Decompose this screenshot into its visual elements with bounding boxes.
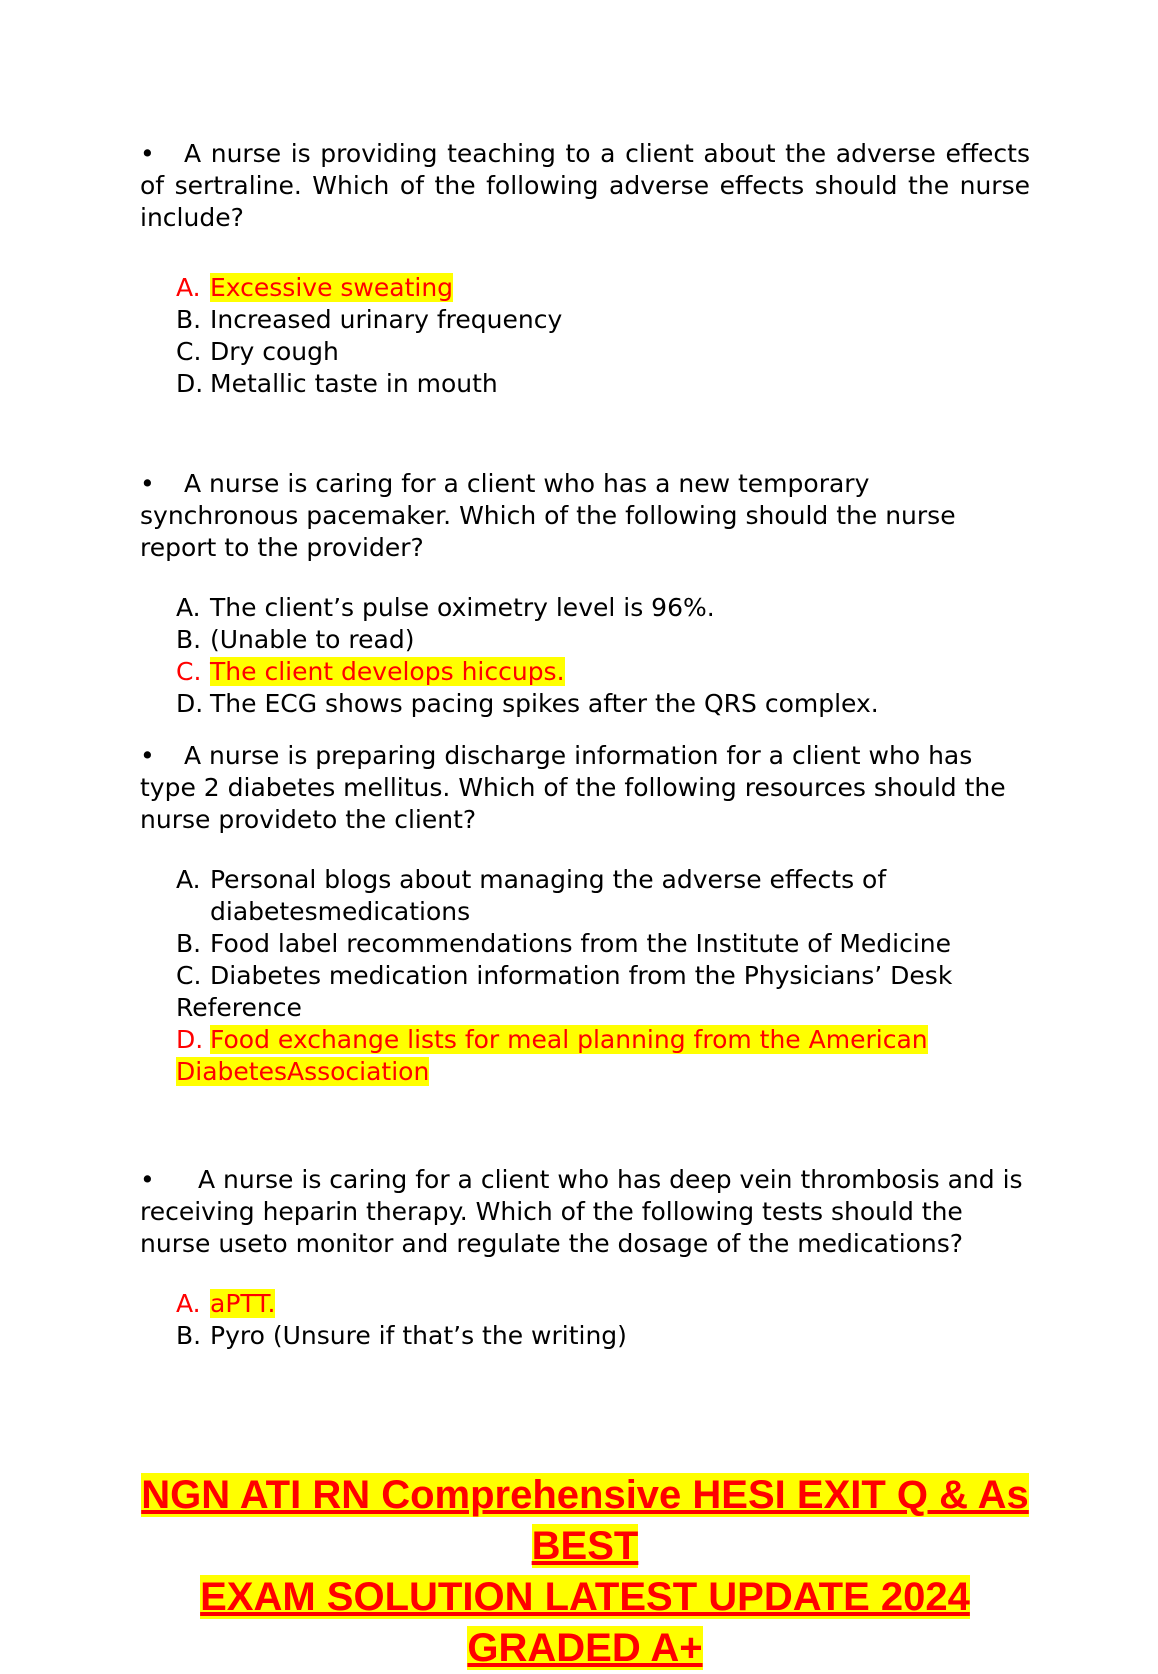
option-1a: A. Excessive sweating: [176, 273, 454, 302]
question-4-stem: [140, 1164, 1030, 1260]
exam-title-banner: [120, 1470, 1050, 1674]
question-3-options: [176, 864, 1030, 1088]
option-2c: C. The client develops hiccups.: [176, 657, 565, 686]
option-3c: C. Diabetes medication information from the Physicians’ Desk Reference: [176, 961, 953, 1022]
question-4-text: A nurse is caring for a client who has deep vein thrombosis and is receiving heparin therapy. Which of the following tests should the nurse useto monitor and regulate the dosage of the medications?: [140, 1165, 1023, 1258]
question-2-text: A nurse is caring for a client who has a new temporary synchronous pacemaker. Which of the following should the nurse report to the provider?: [140, 469, 956, 562]
question-4: [140, 1164, 1030, 1352]
question-2: [140, 468, 1030, 720]
option-2a: A. The client’s pulse oximetry level is 96%.: [176, 593, 715, 622]
question-3: [140, 740, 1030, 1088]
option-1b: B. Increased urinary frequency: [176, 305, 563, 334]
banner-line-1: NGN ATI RN Comprehensive HESI EXIT Q & As BEST: [141, 1473, 1029, 1568]
option-3b: B. Food label recommendations from the Institute of Medicine: [176, 929, 952, 958]
question-1: [140, 138, 1030, 400]
question-2-options: [176, 592, 1030, 720]
question-1-options: [176, 272, 1030, 400]
option-1d: D. Metallic taste in mouth: [176, 369, 498, 398]
question-4-options: [176, 1288, 1030, 1352]
bullet-icon: •: [140, 139, 155, 168]
bullet-icon: •: [140, 1165, 155, 1194]
option-2b: B. (Unable to read): [176, 625, 415, 654]
option-3d: D. Food exchange lists for meal planning from the American DiabetesAssociation: [176, 1025, 928, 1086]
question-1-stem: [140, 138, 1030, 234]
question-3-stem: [140, 740, 1030, 836]
question-3-text: A nurse is preparing discharge information for a client who has type 2 diabetes mellitus. Which of the following resources should the nurse provideto the client?: [140, 741, 1006, 834]
banner-line-2: EXAM SOLUTION LATEST UPDATE 2024 GRADED A+: [200, 1575, 970, 1670]
option-1c: C. Dry cough: [176, 337, 339, 366]
bullet-icon: •: [140, 741, 155, 770]
option-4a: A. aPTT.: [176, 1289, 276, 1318]
option-4b: B. Pyro (Unsure if that’s the writing): [176, 1321, 627, 1350]
question-1-text: A nurse is providing teaching to a client about the adverse effects of sertraline. Which of the following adverse effects should the nurse include?: [140, 139, 1030, 232]
question-2-stem: [140, 468, 1030, 564]
option-2d: D. The ECG shows pacing spikes after the QRS complex.: [176, 689, 879, 718]
bullet-icon: •: [140, 469, 155, 498]
option-3a: A. Personal blogs about managing the adverse effects of diabetesmedications: [176, 865, 887, 926]
